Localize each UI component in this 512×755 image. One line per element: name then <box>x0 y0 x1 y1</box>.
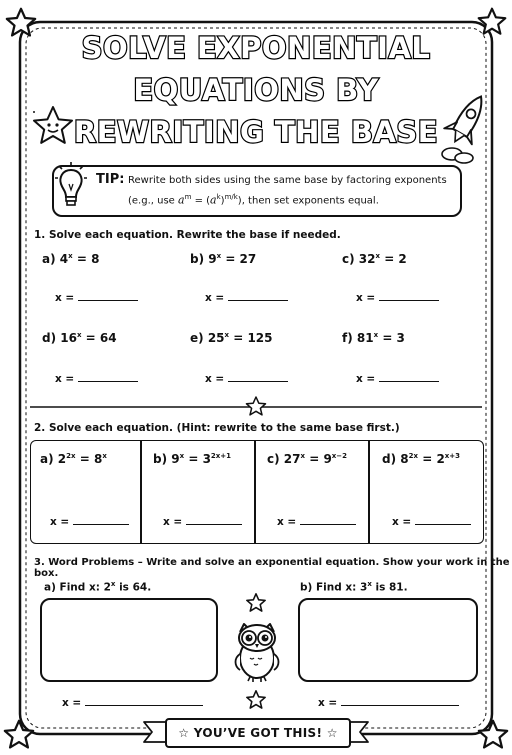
exponent: x <box>375 252 381 260</box>
worksheet-title <box>40 28 472 154</box>
answer-field-1d[interactable] <box>55 372 138 385</box>
tip-text: Rewrite both sides using the same base by factoring exponents <box>128 175 447 186</box>
problem-1b <box>190 252 256 266</box>
grid-divider <box>254 440 256 544</box>
problem-2a: a) $2^{2x} = 8^x$ <box>40 452 107 466</box>
answer-label: x = <box>356 292 376 304</box>
exponent: x <box>76 331 82 339</box>
answer-line[interactable] <box>73 515 129 525</box>
exponent: x <box>216 252 222 260</box>
answer-line[interactable] <box>415 515 471 525</box>
star-icon <box>247 397 266 415</box>
answer-field-2d[interactable] <box>392 515 471 528</box>
problem-label: b) <box>190 252 205 266</box>
right-side: = 64 <box>85 331 117 345</box>
tip-base: a <box>178 193 185 207</box>
answer-label: x = <box>392 516 412 528</box>
answer-line[interactable] <box>341 696 459 706</box>
base: 8 <box>93 452 103 466</box>
problem-label: a) <box>42 252 56 266</box>
base: 25 <box>207 331 225 345</box>
answer-label: x = <box>55 373 75 385</box>
problem-1d <box>42 331 117 345</box>
right-side: = 27 <box>225 252 257 266</box>
problem-label: d) <box>382 452 397 466</box>
answer-label: x = <box>62 697 82 709</box>
title-line-2: EQUATIONS BY <box>133 73 379 107</box>
exponent: x <box>110 580 116 588</box>
answer-label: x = <box>277 516 297 528</box>
problem-1e <box>190 331 273 345</box>
grid-divider <box>368 440 370 544</box>
base: 9 <box>171 452 180 466</box>
right-side: = 125 <box>233 331 273 345</box>
word-problem-text: is 81. <box>371 581 408 594</box>
base: 32 <box>358 252 376 266</box>
star-icon <box>2 718 36 752</box>
answer-line[interactable] <box>78 372 138 382</box>
tip-equals: = ( <box>191 195 211 207</box>
banner-star-icon: ☆ <box>178 726 190 740</box>
exponent: 2x <box>66 452 76 460</box>
banner-star-icon: ☆ <box>326 726 338 740</box>
title-line-3: REWRITING THE BASE <box>73 115 439 149</box>
right-side: = 2 <box>384 252 407 266</box>
tip-label: TIP: <box>96 172 125 187</box>
answer-line[interactable] <box>379 372 439 382</box>
answer-field-1c[interactable] <box>356 291 439 304</box>
owl-icon <box>228 618 286 684</box>
lightbulb-icon <box>53 160 89 212</box>
word-problem-a <box>44 580 151 594</box>
answer-label: x = <box>205 373 225 385</box>
answer-line[interactable] <box>228 291 288 301</box>
base: 2 <box>436 452 445 466</box>
problem-label: c) <box>342 252 355 266</box>
problem-label: e) <box>190 331 204 345</box>
tip-example-prefix: (e.g., use <box>128 195 178 207</box>
problem-1f <box>342 331 405 345</box>
exponent: x−2 <box>331 452 348 460</box>
answer-line[interactable] <box>78 291 138 301</box>
answer-label: x = <box>55 292 75 304</box>
answer-line[interactable] <box>228 372 288 382</box>
banner-text: YOU’VE GOT THIS! <box>193 726 323 740</box>
exponent: x <box>102 452 107 460</box>
word-problem-b <box>300 580 408 594</box>
answer-field-2c[interactable] <box>277 515 356 528</box>
answer-field-1f[interactable] <box>356 372 439 385</box>
answer-field-3a[interactable] <box>62 696 203 709</box>
word-problem-text: a) Find x: 2 <box>44 581 111 594</box>
base: 81 <box>356 331 374 345</box>
problem-2d: d) $8^{2x} = 2^{x+3}$ <box>382 452 461 466</box>
answer-label: x = <box>205 292 225 304</box>
problem-label: f) <box>342 331 353 345</box>
answer-line[interactable] <box>379 291 439 301</box>
work-box-b[interactable] <box>298 598 478 682</box>
answer-label: x = <box>318 697 338 709</box>
tip-base: a <box>210 193 217 207</box>
problem-label: c) <box>267 452 280 466</box>
star-icon <box>476 718 510 752</box>
tip-exponent: k <box>216 193 221 201</box>
section-2-heading: 2. Solve each equation. (Hint: rewrite to the same base first.) <box>34 422 400 434</box>
answer-label: x = <box>356 373 376 385</box>
answer-label: x = <box>163 516 183 528</box>
star-icon <box>245 592 267 614</box>
star-icon <box>245 689 267 711</box>
base: 16 <box>60 331 77 345</box>
title-line-1: SOLVE EXPONENTIAL <box>81 31 431 65</box>
exponent: 2x+1 <box>210 452 232 460</box>
answer-label: x = <box>50 516 70 528</box>
exponent: x+3 <box>444 452 461 460</box>
base: 9 <box>208 252 217 266</box>
word-problem-text: is 64. <box>115 581 152 594</box>
exponent: 2x <box>408 452 419 460</box>
base: 2 <box>57 452 67 466</box>
problem-label: d) <box>42 331 57 345</box>
exponent: x <box>373 331 379 339</box>
exponent: x <box>224 331 230 339</box>
answer-field-2a[interactable] <box>50 515 129 528</box>
rocket-icon <box>432 86 496 166</box>
base: 8 <box>400 452 409 466</box>
exponent: x <box>300 452 306 460</box>
tip-exponent: m/k <box>224 193 238 201</box>
exponent: x <box>179 452 185 460</box>
problem-1a <box>42 252 99 266</box>
word-problem-text: b) Find x: 3 <box>300 581 368 594</box>
base: 27 <box>283 452 301 466</box>
problem-label: b) <box>153 452 168 466</box>
tip-exponent: m <box>184 193 192 201</box>
problem-1c <box>342 252 407 266</box>
problem-label: a) <box>40 452 54 466</box>
answer-field-1a[interactable] <box>55 291 138 304</box>
problem-2b: b) $9^x = 3^{2x+1}$ <box>153 452 232 466</box>
right-side: = 3 <box>382 331 405 345</box>
answer-field-1b[interactable] <box>205 291 288 304</box>
answer-line[interactable] <box>300 515 356 525</box>
exponent: x <box>68 252 73 260</box>
grid-divider <box>140 440 142 544</box>
encouragement-banner <box>165 718 351 748</box>
work-box-a[interactable] <box>40 598 218 682</box>
section-1-heading: 1. Solve each equation. Rewrite the base if needed. <box>34 229 341 241</box>
base: 4 <box>59 252 69 266</box>
answer-field-3b[interactable] <box>318 696 459 709</box>
answer-line[interactable] <box>85 696 203 706</box>
answer-line[interactable] <box>186 515 242 525</box>
base: 9 <box>323 452 332 466</box>
tip-example-suffix: ), then set exponents equal. <box>237 195 379 207</box>
star-icon <box>476 6 508 38</box>
exponent: x <box>367 580 372 588</box>
right-side: = 8 <box>76 252 100 266</box>
smiling-star-icon <box>28 104 78 150</box>
tip-example <box>128 193 379 206</box>
base: 3 <box>202 452 211 466</box>
tip-paren: ) <box>220 195 225 207</box>
problem-2c: c) $27^x = 9^{x-2}$ <box>267 452 348 466</box>
section-divider <box>30 396 482 418</box>
section-3-heading: 3. Word Problems – Write and solve an exponential equation. Show your work in the box. <box>34 557 510 579</box>
answer-field-2b[interactable] <box>163 515 242 528</box>
star-icon <box>4 6 38 40</box>
answer-field-1e[interactable] <box>205 372 288 385</box>
